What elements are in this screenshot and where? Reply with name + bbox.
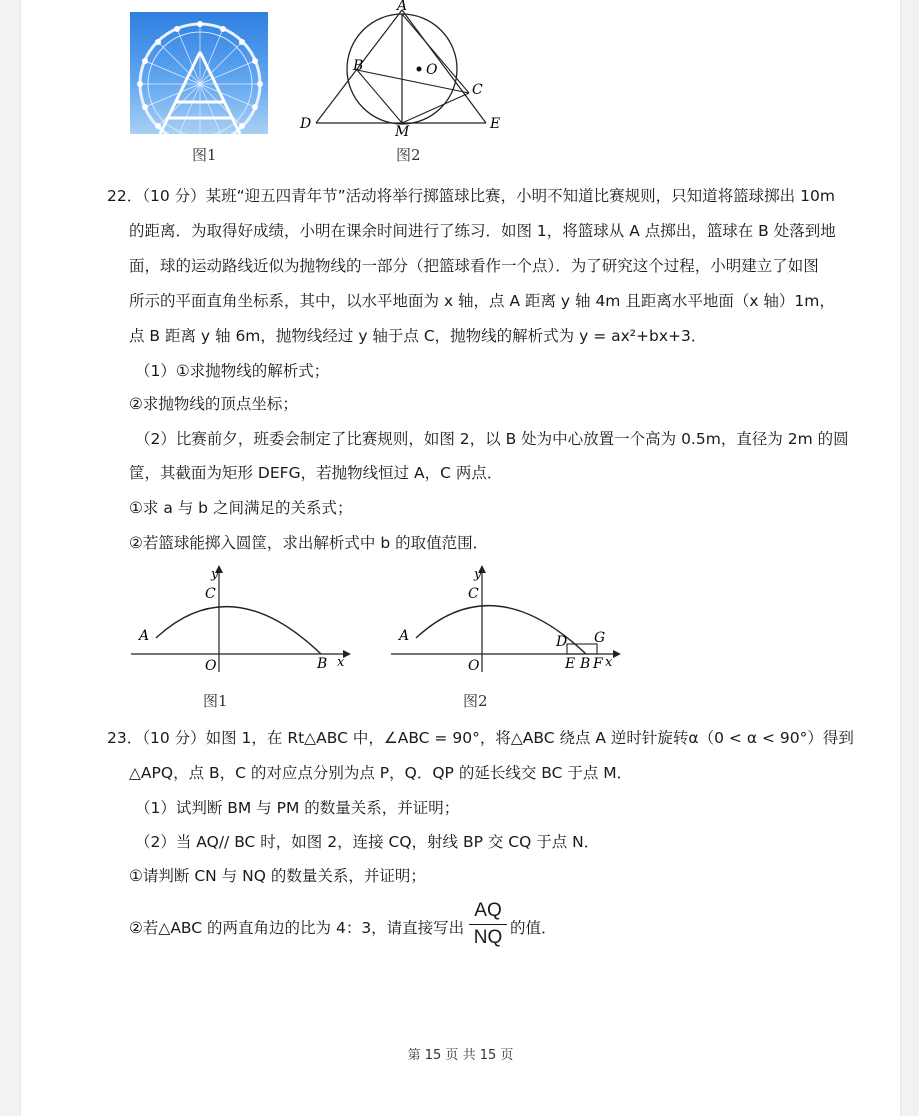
fraction-denominator: NQ (473, 927, 503, 948)
parabola-graph-1 (121, 560, 361, 675)
parabola-graph-2 (381, 560, 631, 675)
q23-line-2: △APQ，点 B，C 的对应点分别为点 P，Q．QP 的延长线交 BC 于点 M． (129, 764, 633, 782)
fig2-label-e: E (490, 116, 501, 132)
graph2-label-d: D (556, 634, 568, 650)
q22-part1b: ②求抛物线的顶点坐标； (129, 395, 298, 413)
fig2-label-o: O (426, 62, 438, 78)
fig2-label-b: B (353, 58, 364, 74)
graph1-label-x: x (337, 655, 345, 670)
q22-line-3: 面，球的运动路线近似为抛物线的一部分（把篮球看作一个点）．为了研究这个过程，小明建立了如图 (129, 257, 819, 275)
graph2-label-o: O (468, 658, 480, 674)
graph2-label-f: F (593, 656, 603, 672)
graph2-label-y: y (474, 567, 482, 582)
graph2-label-b: B (580, 656, 591, 672)
graph2-label-a: A (399, 628, 410, 644)
q22-part2-line2: 筐，其截面为矩形 DEFG，若抛物线恒过 A，C 两点． (129, 464, 503, 482)
q22-part2a: ①求 a 与 b 之间满足的关系式； (129, 499, 353, 517)
page-footer: 第 15 页 共 15 页 (407, 1048, 514, 1063)
q22-line-1: 22．（10 分）某班“迎五四青年节”活动将举行掷篮球比赛，小明不知道比赛规则，只知道将篮球掷出 10m (107, 187, 835, 205)
ferris-wheel-illustration (130, 12, 268, 134)
graph1-label-a: A (139, 628, 150, 644)
graph1-label-c: C (205, 586, 216, 602)
q22-part2b: ②若篮球能掷入圆筐，求出解析式中 b 的取值范围． (129, 534, 489, 552)
graph2-label-x: x (605, 655, 613, 670)
graph1-caption: 图1 (203, 692, 228, 710)
q22-line-4: 所示的平面直角坐标系，其中，以水平地面为 x 轴，点 A 距离 y 轴 4m 且距离水平地面（x 轴）1m， (129, 292, 835, 310)
fig2-label-c: C (472, 82, 483, 98)
q23-part2b-prefix: ②若△ABC 的两直角边的比为 4：3，请直接写出 (129, 919, 465, 937)
fig2-label-d: D (300, 116, 312, 132)
q23-part1: （1）试判断 BM 与 PM 的数量关系，并证明； (135, 799, 460, 817)
q23-part2b-suffix: 的值． (510, 919, 557, 937)
circle-triangle-diagram (276, 0, 506, 136)
q22-part2-line1: （2）比赛前夕，班委会制定了比赛规则，如图 2，以 B 处为中心放置一个高为 0.5m，直径为 2m 的圆 (135, 430, 849, 448)
q22-line-2: 的距离．为取得好成绩，小明在课余时间进行了练习．如图 1，将篮球从 A 点掷出，篮球在 B 处落到地 (129, 222, 836, 240)
graph2-label-g: G (594, 630, 606, 646)
q22-line-5: 点 B 距离 y 轴 6m，抛物线经过 y 轴于点 C，抛物线的解析式为 y = ax²+bx+3． (129, 327, 707, 345)
fig2-label-a: A (397, 0, 408, 14)
fraction-bar (469, 924, 507, 925)
q22-part1: （1）①求抛物线的解析式； (135, 362, 330, 380)
fig1-caption: 图1 (192, 146, 217, 164)
fig2-caption: 图2 (396, 146, 421, 164)
graph2-caption: 图2 (463, 692, 488, 710)
q23-line-1: 23．（10 分）如图 1，在 Rt△ABC 中，∠ABC = 90°，将△ABC 绕点 A 逆时针旋转α（0 < α < 90°）得到 (107, 729, 854, 747)
graph1-label-y: y (211, 567, 219, 582)
graph1-label-b: B (317, 656, 328, 672)
graph1-label-o: O (205, 658, 217, 674)
fraction-numerator: AQ (474, 900, 502, 921)
exam-page (20, 0, 901, 1116)
graph2-label-c: C (468, 586, 479, 602)
ferris-wheel-photo (130, 12, 268, 134)
q23-part2: （2）当 AQ// BC 时，如图 2，连接 CQ，射线 BP 交 CQ 于点 N． (135, 833, 600, 851)
q23-part2a: ①请判断 CN 与 NQ 的数量关系，并证明； (129, 867, 426, 885)
fraction-aq-over-nq (468, 900, 508, 950)
fig2-label-m: M (395, 124, 410, 136)
graph2-label-e: E (565, 656, 576, 672)
